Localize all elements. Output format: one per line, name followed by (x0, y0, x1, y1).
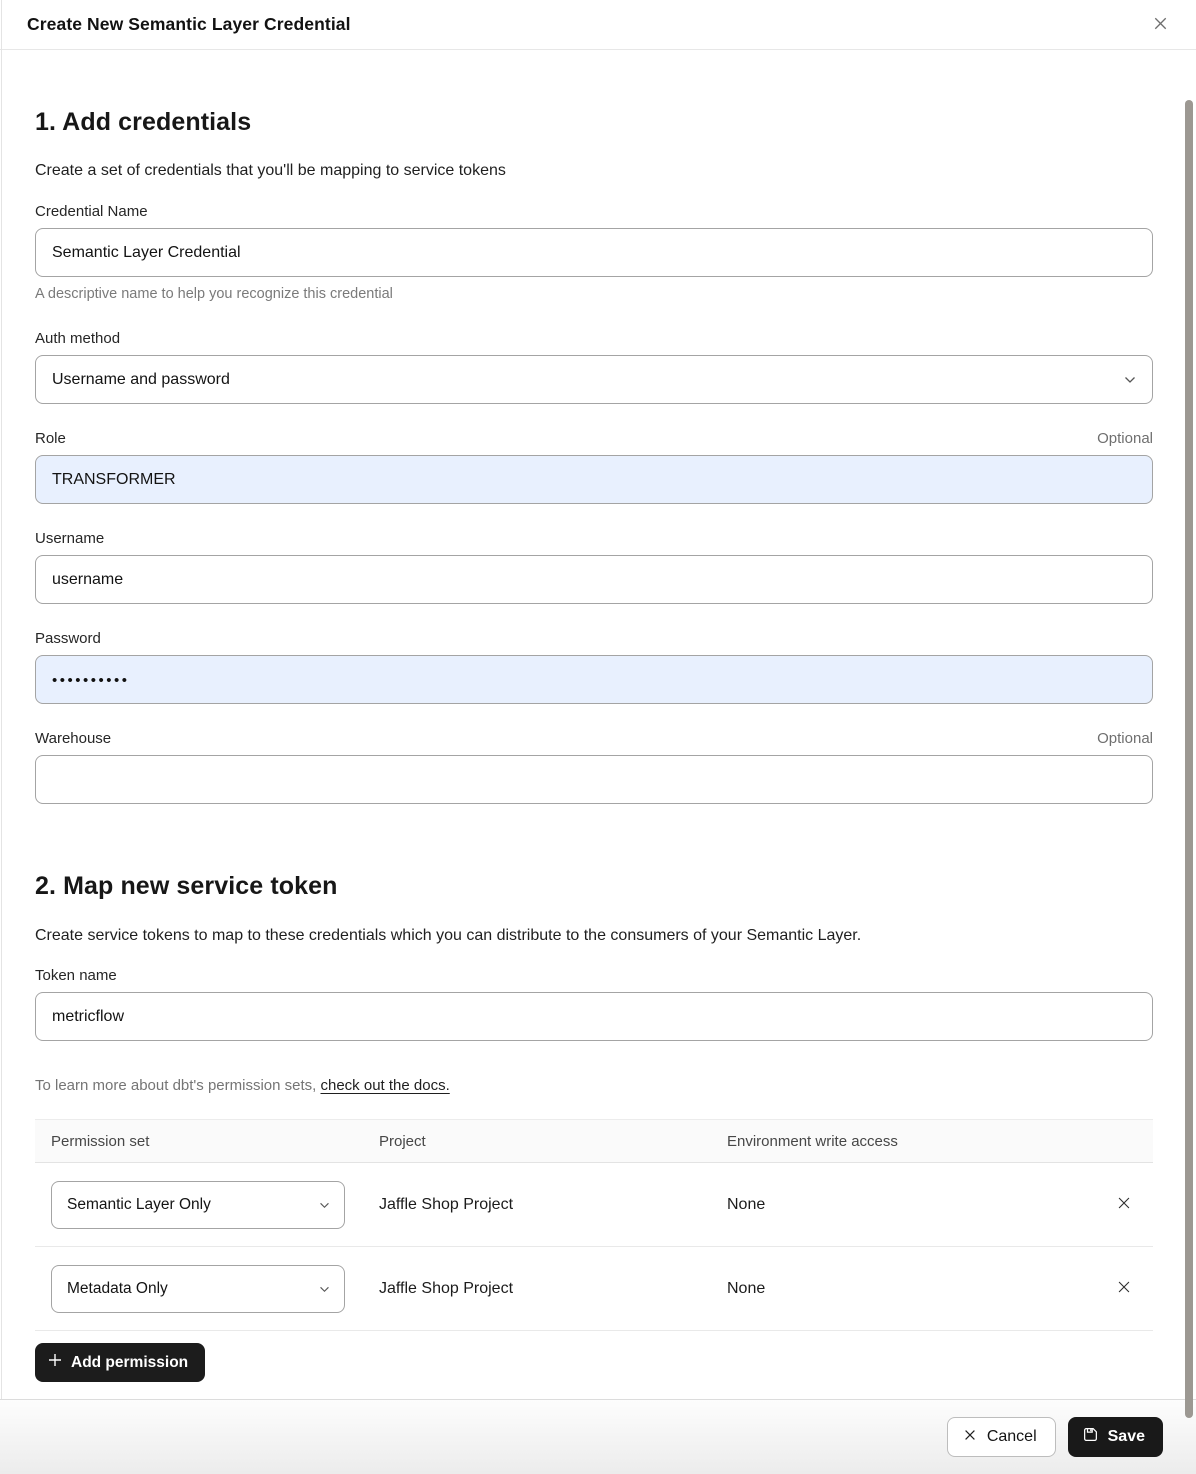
docs-link[interactable]: check out the docs. (320, 1077, 450, 1094)
permission-set-select[interactable]: Semantic Layer Only (51, 1181, 345, 1229)
remove-icon (1115, 1194, 1133, 1215)
modal-title: Create New Semantic Layer Credential (27, 14, 351, 34)
project-cell: Jaffle Shop Project (379, 1195, 514, 1213)
remove-permission-button[interactable] (1111, 1274, 1137, 1303)
password-label: Password (35, 630, 101, 647)
role-field-group (35, 430, 1153, 504)
project-cell: Jaffle Shop Project (379, 1279, 514, 1297)
add-permission-button[interactable]: Add permission (35, 1343, 205, 1382)
warehouse-label: Warehouse (35, 730, 112, 747)
chevron-down-icon (1124, 371, 1136, 389)
password-input[interactable]: •••••••••• (35, 655, 1153, 704)
username-input[interactable]: username (35, 555, 1153, 604)
role-optional-badge: Optional (1097, 430, 1153, 447)
cancel-button[interactable]: Cancel (947, 1417, 1056, 1457)
remove-icon (1115, 1278, 1133, 1299)
username-label: Username (35, 530, 105, 547)
credential-name-input[interactable]: Semantic Layer Credential (35, 228, 1153, 277)
environment-write-access-cell: None (727, 1279, 766, 1297)
save-floppy-icon (1082, 1426, 1099, 1448)
section-2-heading: 2. Map new service token (35, 872, 338, 900)
permission-row (35, 1163, 1153, 1247)
vertical-scrollbar-thumb[interactable] (1185, 100, 1193, 1418)
credential-name-label: Credential Name (35, 203, 148, 220)
token-name-label: Token name (35, 967, 117, 984)
token-name-field-group (35, 967, 1153, 1041)
password-field-group (35, 630, 1153, 704)
credential-name-helper: A descriptive name to help you recognize this credential (35, 286, 393, 302)
remove-permission-button[interactable] (1111, 1190, 1137, 1219)
section-1-heading: 1. Add credentials (35, 108, 252, 136)
chevron-down-icon (319, 1196, 330, 1214)
username-field-group (35, 530, 1153, 604)
credential-name-field-group (35, 203, 1153, 302)
role-input[interactable]: TRANSFORMER (35, 455, 1153, 504)
permission-set-column-header: Permission set (51, 1132, 150, 1150)
warehouse-input[interactable] (35, 755, 1153, 804)
permission-row (35, 1247, 1153, 1331)
section-2-description: Create service tokens to map to these credentials which you can distribute to the consumers of your Semantic Layer. (35, 927, 862, 944)
permissions-table (35, 1119, 1153, 1331)
permissions-table-header (35, 1119, 1153, 1163)
auth-method-label: Auth method (35, 330, 121, 347)
modal-left-edge (1, 0, 2, 1474)
add-credentials-section (35, 108, 1153, 804)
role-label: Role (35, 430, 66, 447)
environment-write-access-column-header: Environment write access (727, 1132, 898, 1150)
save-button[interactable]: Save (1068, 1417, 1163, 1457)
cancel-x-icon (962, 1427, 978, 1448)
auth-method-select[interactable]: Username and password (35, 355, 1153, 404)
plus-icon (48, 1353, 62, 1372)
permission-set-select[interactable]: Metadata Only (51, 1265, 345, 1313)
modal-body (0, 108, 1196, 1382)
modal-header (0, 0, 1196, 50)
environment-write-access-cell: None (727, 1195, 766, 1213)
close-button[interactable] (1147, 10, 1174, 40)
token-name-input[interactable]: metricflow (35, 992, 1153, 1041)
close-icon (1151, 14, 1170, 36)
modal-footer (0, 1399, 1196, 1474)
map-service-token-section (35, 872, 1153, 1382)
warehouse-field-group (35, 730, 1153, 804)
section-1-description: Create a set of credentials that you'll be mapping to service tokens (35, 162, 506, 179)
auth-method-field-group (35, 330, 1153, 404)
project-column-header: Project (379, 1132, 426, 1150)
chevron-down-icon (319, 1280, 330, 1298)
permission-docs-note: To learn more about dbt's permission sets, check out the docs. (35, 1077, 450, 1094)
warehouse-optional-badge: Optional (1097, 730, 1153, 747)
